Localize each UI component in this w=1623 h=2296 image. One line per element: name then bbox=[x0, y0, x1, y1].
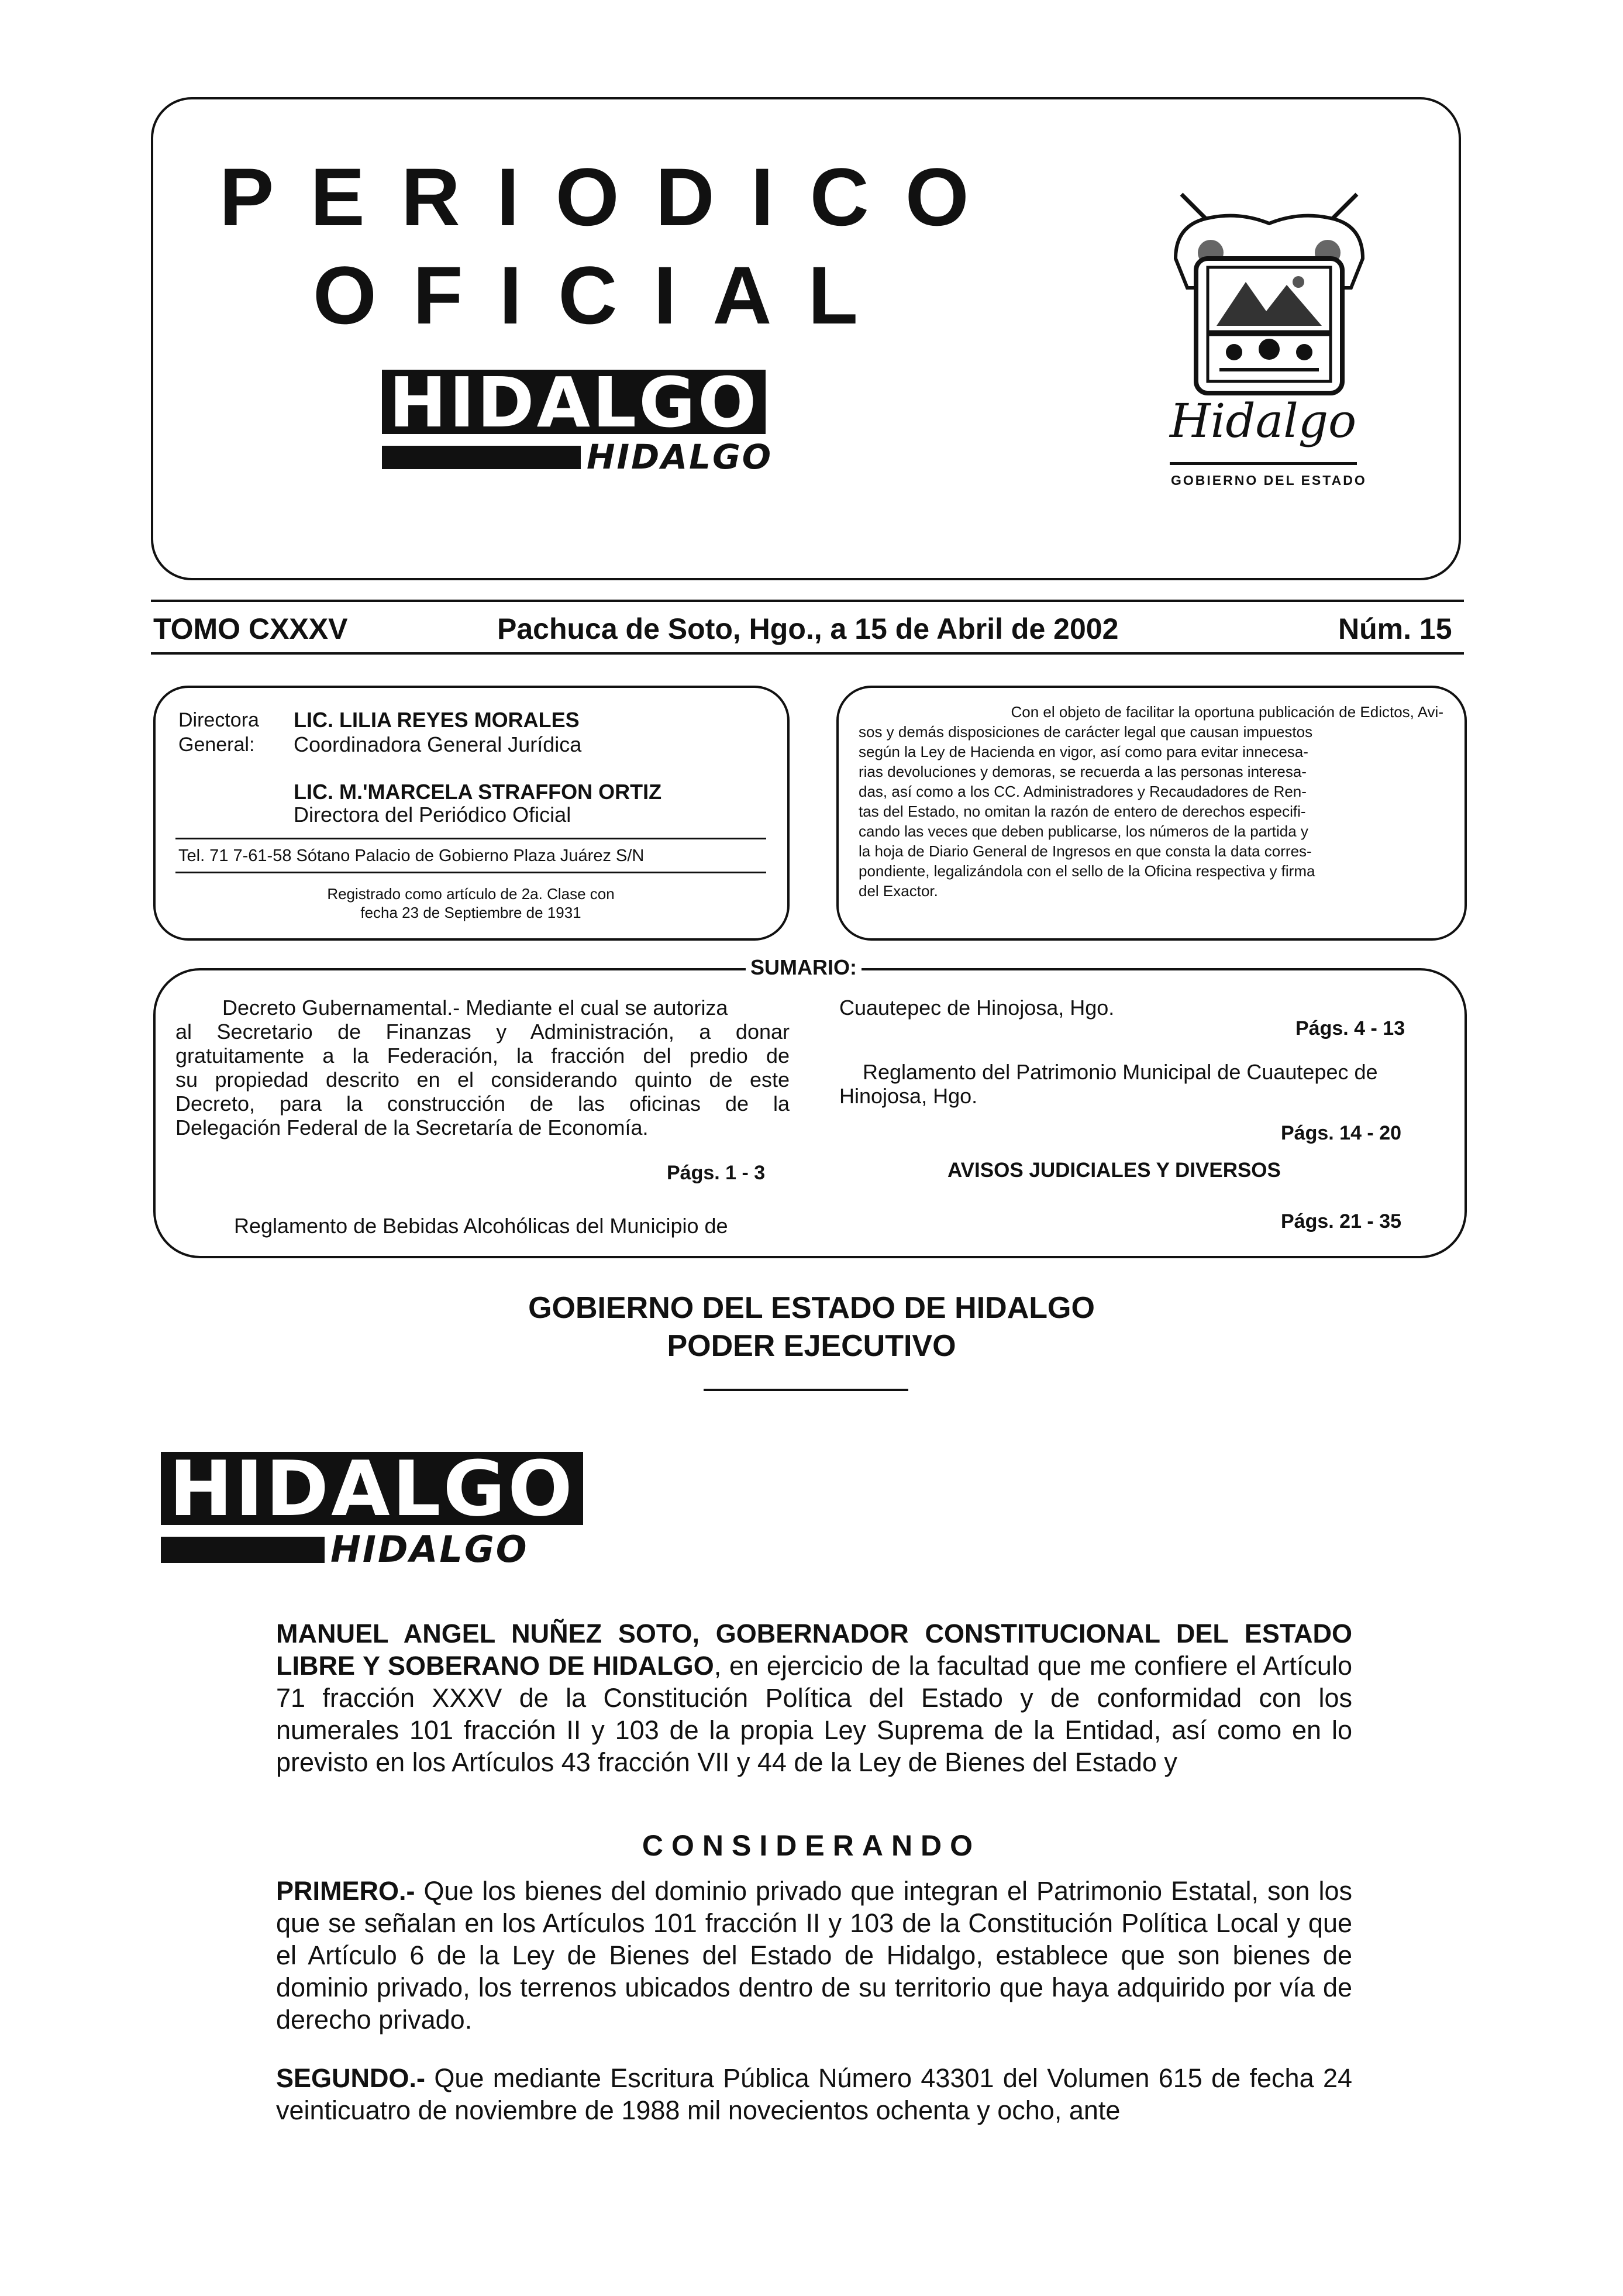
notice-text bbox=[859, 702, 1443, 901]
notice-line: rias devoluciones y demoras, se recuerda a las personas interesa- bbox=[859, 763, 1307, 780]
staff-rule2 bbox=[175, 872, 766, 873]
logo-bar bbox=[382, 446, 581, 469]
summary-item3-line1: Reglamento del Patrimonio Municipal de Cuautepec de bbox=[863, 1060, 1378, 1084]
intro-bold: MANUEL ANGEL NUÑEZ SOTO, GOBERNADOR CONSTITUCIONAL DEL ESTADO LIBRE Y SOBERANO DE HIDALGO bbox=[276, 1619, 1352, 1681]
notice-line: pondiente, legalizándola con el sello de la Oficina respectiva y firma bbox=[859, 862, 1315, 880]
staff-title1: Coordinadora General Jurídica bbox=[294, 732, 582, 756]
primero-paragraph bbox=[276, 1875, 1352, 2036]
logo-small-text: HIDALGO bbox=[587, 437, 773, 477]
summary-item1-line: gratuitamente a la Federación, la fracción del predio de bbox=[175, 1044, 790, 1068]
logo-bar bbox=[161, 1537, 325, 1563]
summary-item1-line: al Secretario de Finanzas y Administración, a donar bbox=[175, 1020, 790, 1044]
crest-script: Hidalgo bbox=[1170, 394, 1357, 448]
summary-item1-pages: Págs. 1 - 3 bbox=[667, 1162, 766, 1184]
section-heading-line2: PODER EJECUTIVO bbox=[667, 1329, 956, 1363]
summary-item2-line2: Cuautepec de Hinojosa, Hgo. bbox=[839, 996, 1115, 1020]
considerando-heading: CONSIDERANDO bbox=[642, 1829, 981, 1862]
masthead-title-line2: OFICIAL bbox=[313, 249, 894, 341]
crest-emblem-icon bbox=[1164, 188, 1374, 399]
logo-small-text: HIDALGO bbox=[330, 1528, 529, 1571]
summary-item1-line: Delegación Federal de la Secretaría de Economía. bbox=[175, 1116, 649, 1140]
summary-item2-line1: Reglamento de Bebidas Alcohólicas del Municipio de bbox=[234, 1214, 728, 1238]
staff-name1: LIC. LILIA REYES MORALES bbox=[294, 708, 580, 732]
primero-text: Que los bienes del dominio privado que integran el Patrimonio Estatal, son los que se señalan en los Artículos 101 fracción II y 103 de la Constitución Política Local y que el Artículo 6 de la Ley de Bienes del Estado de Hidalgo, establece que son bienes de dominio privado, los terrenos ubicados dentro de su territorio que haya adquirido por vía de derecho privado. bbox=[276, 1876, 1352, 2035]
staff-name2: LIC. M.'MARCELA STRAFFON ORTIZ bbox=[294, 780, 662, 804]
crest-rule bbox=[1170, 462, 1357, 465]
staff-role1-a: Directora bbox=[178, 709, 259, 731]
state-crest bbox=[1164, 188, 1374, 399]
summary-item3-line2: Hinojosa, Hgo. bbox=[839, 1084, 978, 1108]
notice-line: Con el objeto de facilitar la oportuna publicación de Edictos, Avi- bbox=[1011, 703, 1443, 721]
staff-role1-b: General: bbox=[178, 734, 255, 756]
section-heading-rule bbox=[704, 1389, 908, 1391]
masthead-title-line1: PERIODICO bbox=[219, 151, 1005, 243]
crest-caption: GOBIERNO DEL ESTADO bbox=[1171, 473, 1367, 488]
summary-item1 bbox=[175, 996, 790, 1140]
notice-line: cando las veces que deben publicarse, los números de la partida y bbox=[859, 822, 1308, 840]
staff-contact: Tel. 71 7-61-58 Sótano Palacio de Gobierno Plaza Juárez S/N bbox=[178, 846, 645, 865]
summary-item2-pages: Págs. 4 - 13 bbox=[1295, 1017, 1405, 1039]
dateline-top-rule bbox=[151, 600, 1464, 602]
segundo-paragraph bbox=[276, 2062, 1352, 2126]
hidalgo-logo-top bbox=[382, 362, 785, 477]
notice-line: tas del Estado, no omitan la razón de entero de derechos especifi- bbox=[859, 803, 1306, 820]
hidalgo-logo-bottom bbox=[161, 1444, 582, 1571]
staff-registry-2: fecha 23 de Septiembre de 1931 bbox=[360, 904, 581, 921]
summary-heading: SUMARIO: bbox=[746, 955, 862, 980]
logo-big-text: HIDALGO bbox=[161, 1452, 583, 1525]
intro-paragraph bbox=[276, 1617, 1352, 1778]
notice-line: según la Ley de Hacienda en vigor, así como para evitar innecesa- bbox=[859, 743, 1308, 760]
section-heading-line1: GOBIERNO DEL ESTADO DE HIDALGO bbox=[528, 1291, 1095, 1325]
summary-item4: AVISOS JUDICIALES Y DIVERSOS bbox=[947, 1159, 1281, 1182]
dateline-number: Núm. 15 bbox=[1338, 612, 1452, 645]
notice-line: del Exactor. bbox=[859, 882, 938, 900]
staff-rule1 bbox=[175, 838, 766, 839]
logo-big-text: HIDALGO bbox=[382, 370, 766, 434]
staff-title2: Directora del Periódico Oficial bbox=[294, 803, 571, 827]
summary-item4-pages: Págs. 21 - 35 bbox=[1281, 1210, 1402, 1233]
summary-item3-pages: Págs. 14 - 20 bbox=[1281, 1122, 1402, 1144]
primero-label: PRIMERO.- bbox=[276, 1876, 415, 1906]
summary-item1-line: Decreto Gubernamental.- Mediante el cual se autoriza bbox=[222, 996, 728, 1020]
intro-rest: , en ejercicio de la facultad que me confiere el Artículo 71 fracción XXXV de la Constitución Política del Estado y de conformidad con los numerales 101 fracción II y 103 de la propia Ley Suprema de la Entidad, así como en lo previsto en los Artículos 43 fracción VII y 44 de la Ley de Bienes del Estado y bbox=[276, 1651, 1352, 1777]
notice-line: das, así como a los CC. Administradores y Recaudadores de Ren- bbox=[859, 783, 1307, 800]
dateline-tomo: TOMO CXXXV bbox=[153, 612, 348, 645]
notice-line: la hoja de Diario General de Ingresos en que consta la data corres- bbox=[859, 842, 1312, 860]
segundo-text: Que mediante Escritura Pública Número 43301 del Volumen 615 de fecha 24 veinticuatro de noviembre de 1988 mil novecientos ochenta y ocho, ante bbox=[276, 2063, 1352, 2125]
dateline-bottom-rule bbox=[151, 652, 1464, 655]
summary-item1-line: su propiedad descrito en el considerando quinto de este bbox=[175, 1068, 790, 1092]
staff-registry-1: Registrado como artículo de 2a. Clase con bbox=[327, 885, 615, 903]
segundo-label: SEGUNDO.- bbox=[276, 2063, 426, 2093]
summary-item1-line: Decreto, para la construcción de las oficinas de la bbox=[175, 1092, 790, 1116]
dateline-place-date: Pachuca de Soto, Hgo., a 15 de Abril de 2002 bbox=[497, 612, 1119, 645]
notice-line: sos y demás disposiciones de carácter legal que causan impuestos bbox=[859, 723, 1313, 741]
